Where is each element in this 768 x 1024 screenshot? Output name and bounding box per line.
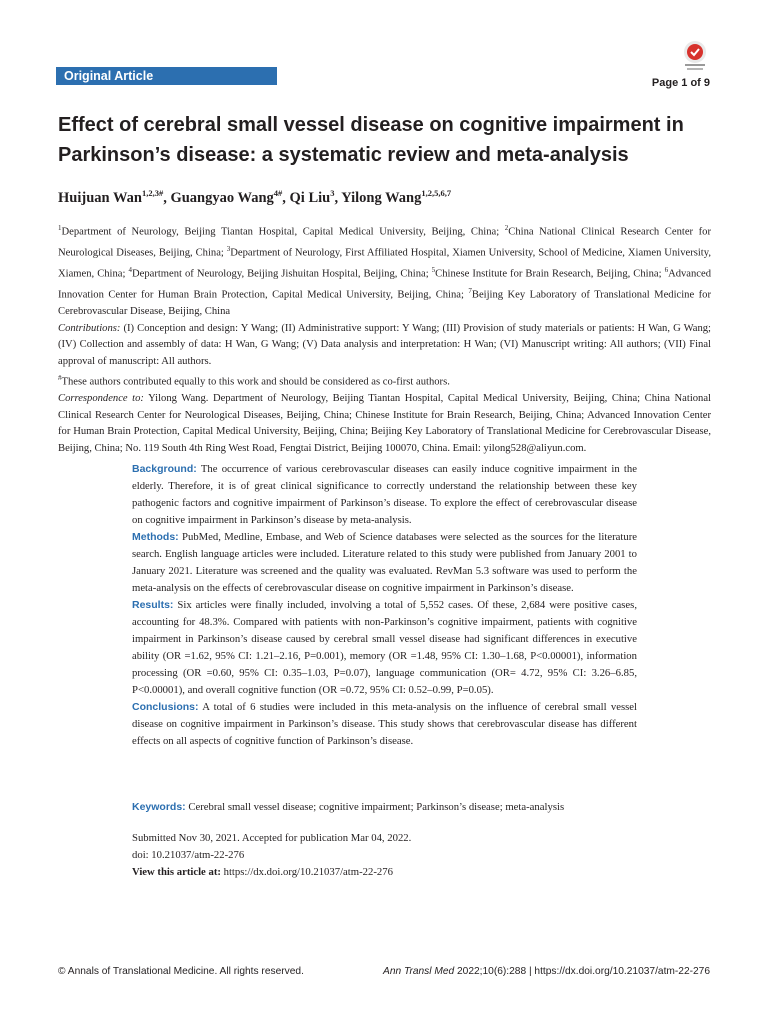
journal-citation [383,966,710,977]
abstract-background [132,461,637,529]
author-affiliation-marks: 1,2,3# [141,188,164,198]
affiliation-number: 6 [664,266,669,275]
article-url[interactable]: https://dx.doi.org/10.21037/atm-22-276 [220,866,393,878]
author-affiliation-marks: 1,2,5,6,7 [421,188,452,198]
results-heading: Results: [132,599,174,611]
affiliation-number: 3 [226,245,231,254]
affiliation-text: Department of Neurology, Beijing Jishuitan Hospital, Beijing, China; [131,268,432,280]
affiliation-number: 7 [468,287,472,296]
conclusions-text: A total of 6 studies were included in this meta-analysis on the influence of cerebral small vessel disease on cognitive impairment in Parkinson’s disease. This study shows that cerebrovascular disease has different effects on all aspects of cognitive function of Parkinson’s disease. [132,701,637,747]
methods-heading: Methods: [132,531,179,543]
view-article-label: View this article at: [132,866,221,878]
contributions-text: (I) Conception and design: Y Wang; (II) Administrative support: Y Wang; (III) Provision of study materials or patients: H Wan, G Wang; (IV) Collection and assembly of data: H Wan, G Wang; (V) Data analysis and interpretation: H Wan; (VI) Manuscript writing: All authors; (VII) Final approval of manuscript: All authors. [58,322,711,367]
author-separator: , [282,189,290,206]
background-text: The occurrence of various cerebrovascular diseases can easily induce cognitive impairment in the elderly. Therefore, it is of great clinical significance to correctly understand the relationship between these key pathogenic factors and cognitive impairment of Parkinson’s disease. To explore the effect of cerebrovascular disease on cognitive impairment in Parkinson’s disease by meta-analysis. [132,463,637,526]
check-for-updates-icon[interactable] [680,40,710,72]
author-separator: , [334,189,342,206]
doi: doi: 10.21037/atm-22-276 [132,849,245,861]
author-affiliation-marks: 4# [273,188,283,198]
equal-contribution-text: These authors contributed equally to this work and should be considered as co-first authors. [61,376,450,388]
affiliation-number: 5 [431,266,436,275]
citation-text: 2022;10(6):288 | https://dx.doi.org/10.21037/atm-22-276 [454,966,710,977]
affiliation-text: Chinese Institute for Brain Research, Beijing, China; [435,268,665,280]
front-matter [58,220,711,457]
author-list [58,183,718,208]
keywords [132,799,637,816]
equal-contribution-note [58,370,711,391]
copyright-notice: © Annals of Translational Medicine. All rights reserved. [58,966,304,977]
equal-contribution-mark: # [58,374,62,383]
author-separator: , [163,189,171,206]
correspondence [58,391,711,457]
author-affiliation-marks: 3 [330,188,335,198]
correspondence-text: Yilong Wang. Department of Neurology, Beijing Tiantan Hospital, Capital Medical University, Beijing, China; China National Clinical Research Center for Neurological Diseases, Beijing, China; Chinese Institute for Brain Research, Beijing, China; Advanced Innovation Center for Human Brain Protection, Capital Medical University, Beijing, China; Beijing Key Laboratory of Translational Medicine for Cerebrovascular Disease, Beijing, China; No. 119 South 4th Ring West Road, Fengtai District, Beijing 100070, China. Email: yilong528@aliyun.com. [58,393,711,454]
abstract [132,461,637,750]
keywords-text: Cerebral small vessel disease; cognitive impairment; Parkinson’s disease; meta-analysis [185,801,565,813]
publication-info [132,830,637,881]
methods-text: PubMed, Medline, Embase, and Web of Science databases were selected as the sources for the literature search. English language articles were included. Literature related to this study were published from January 2001 to January 2021. Literature was screened and the quality was evaluated. RevMan 5.3 software was used to perform the meta-analysis on the effects of cerebrovascular disease on cognitive impairment in Parkinson’s disease. [132,531,637,594]
background-heading: Background: [132,463,197,475]
affiliation-text: China National Clinical Research Center for Neurological Diseases, Beijing, China; [58,226,711,259]
abstract-results [132,597,637,699]
article-type-banner: Original Article [56,67,277,85]
contributions [58,321,711,371]
abstract-methods [132,529,637,597]
correspondence-label: Correspondence to: [58,393,144,405]
results-text: Six articles were finally included, involving a total of 5,552 cases. Of these, 2,684 were positive cases, accounting for 48.3%. Compared with patients with non-Parkinson’s cognitive impairment, patients with cognitive impairment in Parkinson’s disease caused by cerebral small vessel disease had significant differences in executive ability (OR =1.62, 95% CI: 1.21–2.16, P=0.001), memory (OR =1.48, 95% CI: 1.30–1.68, P<0.00001), information processing (OR =0.60, 95% CI: 0.35–1.03, P=0.07), language communication (OR= 4.72, 95% CI: 3.26–6.85, P<0.00001), and overall cognitive function (OR =0.72, 95% CI: 0.52–0.99, P=0.05). [132,599,637,696]
journal-abbrev: Ann Transl Med [383,966,455,977]
article-title: Effect of cerebral small vessel disease on cognitive impairment in Parkinson’s disease: a systematic review and meta-analysis [58,114,684,166]
contributions-label: Contributions: [58,322,121,334]
affiliation-number: 1 [58,224,62,232]
submission-dates: Submitted Nov 30, 2021. Accepted for publication Mar 04, 2022. [132,832,412,844]
affiliation-text: Beijing Key Laboratory of Translational Medicine for Cerebrovascular Disease, Beijing, China [58,289,711,318]
affiliation-number: 2 [504,224,509,232]
affiliation-text: Department of Neurology, First Affiliated Hospital, Xiamen University, School of Medicine, Xiamen University, Xiamen, China; [58,247,711,280]
author-name: Yilong Wang [341,189,422,206]
conclusions-heading: Conclusions: [132,701,199,713]
author-name: Guangyao Wang [170,189,274,206]
affiliation-text: Advanced Innovation Center for Human Brain Protection, Capital Medical University, Beijing, China; [58,268,712,301]
keywords-heading: Keywords: [132,801,186,813]
author-name: Huijuan Wan [58,189,142,206]
affiliation-number: 4 [128,266,132,275]
affiliation-text: Department of Neurology, Beijing Tiantan Hospital, Capital Medical University, Beijing, China; [61,226,505,238]
abstract-conclusions [132,699,637,750]
affiliations [58,220,711,321]
author-name: Qi Liu [289,189,331,206]
page-number: Page 1 of 9 [651,77,710,89]
article-link[interactable] [132,864,637,881]
